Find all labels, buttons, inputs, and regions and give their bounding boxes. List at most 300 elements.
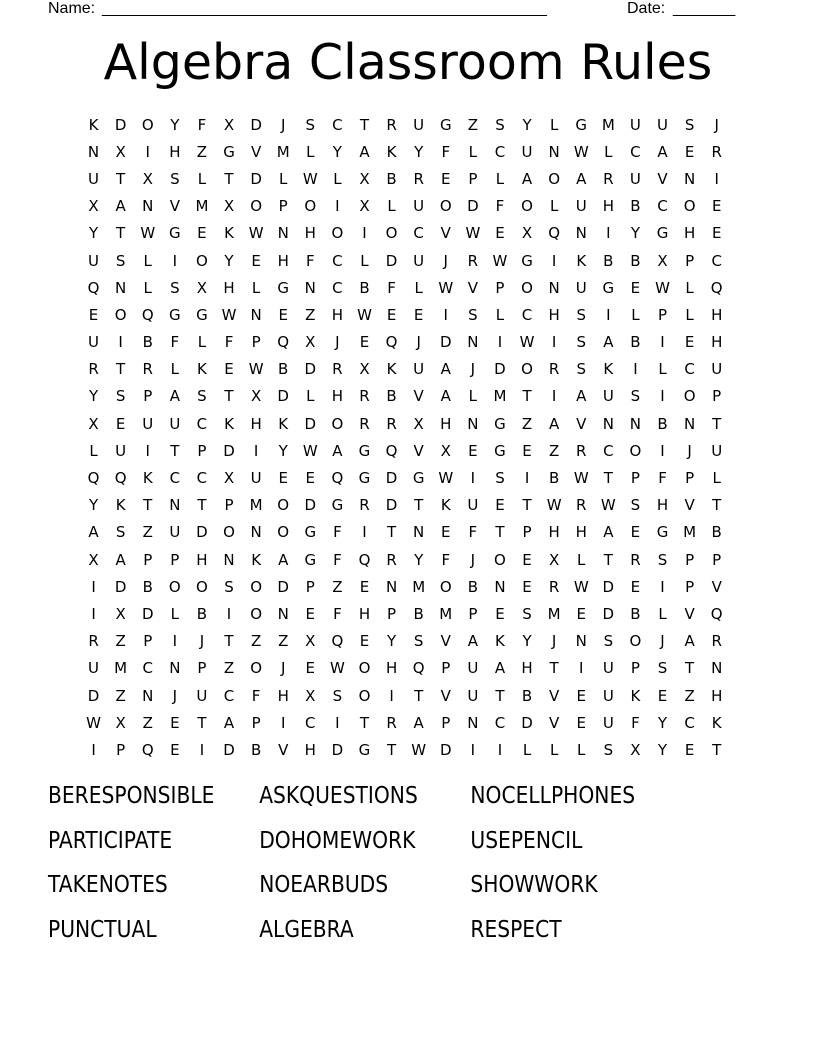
grid-letter[interactable]: N xyxy=(277,604,289,623)
grid-letter[interactable]: N xyxy=(629,414,642,433)
grid-letter[interactable]: B xyxy=(630,604,641,623)
grid-letter[interactable]: E xyxy=(386,305,397,324)
grid-letter[interactable]: N xyxy=(683,169,696,188)
grid-letter[interactable]: U xyxy=(88,169,100,188)
grid-letter[interactable]: C xyxy=(521,305,533,324)
grid-letter[interactable]: T xyxy=(197,496,207,515)
grid-letter[interactable]: M xyxy=(195,197,209,216)
grid-letter[interactable]: G xyxy=(656,523,669,542)
grid-letter[interactable]: Z xyxy=(223,659,235,678)
grid-letter[interactable]: U xyxy=(602,713,614,732)
grid-letter[interactable]: D xyxy=(114,115,127,134)
grid-letter[interactable]: M xyxy=(412,577,426,596)
grid-letter[interactable]: U xyxy=(169,523,181,542)
grid-letter[interactable]: W xyxy=(573,469,589,488)
grid-letter[interactable]: Q xyxy=(710,604,723,623)
grid-letter[interactable]: G xyxy=(575,115,588,134)
grid-letter[interactable]: G xyxy=(277,278,290,297)
grid-letter[interactable]: N xyxy=(548,142,560,161)
grid-letter[interactable]: G xyxy=(602,278,615,297)
grid-letter[interactable]: D xyxy=(250,115,262,134)
grid-letter[interactable]: H xyxy=(304,740,316,759)
grid-letter[interactable]: E xyxy=(522,550,532,569)
grid-letter[interactable]: J xyxy=(687,441,692,460)
grid-letter[interactable]: O xyxy=(521,278,533,297)
grid-letter[interactable]: O xyxy=(683,197,696,216)
grid-letter[interactable]: N xyxy=(277,224,289,243)
grid-letter[interactable]: U xyxy=(629,169,641,188)
grid-letter[interactable]: K xyxy=(224,224,234,243)
grid-letter[interactable]: Q xyxy=(141,740,154,759)
grid-letter[interactable]: Z xyxy=(115,632,126,651)
grid-letter[interactable]: S xyxy=(170,169,180,188)
grid-letter[interactable]: L xyxy=(549,197,559,216)
grid-letter[interactable]: O xyxy=(358,686,371,705)
grid-letter[interactable]: X xyxy=(88,550,99,569)
grid-letter[interactable]: O xyxy=(250,604,263,623)
grid-letter[interactable]: Z xyxy=(521,414,533,433)
grid-letter[interactable]: D xyxy=(250,169,262,188)
grid-letter[interactable]: Z xyxy=(250,632,262,651)
grid-letter[interactable]: W xyxy=(438,278,454,297)
grid-letter[interactable]: R xyxy=(711,142,722,161)
grid-letter[interactable]: E xyxy=(522,577,532,596)
grid-letter[interactable]: R xyxy=(359,387,370,406)
grid-letter[interactable]: L xyxy=(143,251,152,270)
grid-letter[interactable]: T xyxy=(197,713,207,732)
grid-letter[interactable]: E xyxy=(359,577,370,596)
grid-letter[interactable]: D xyxy=(223,740,235,759)
grid-letter[interactable]: D xyxy=(331,740,344,759)
grid-letter[interactable]: N xyxy=(602,414,614,433)
grid-letter[interactable]: L xyxy=(685,278,694,297)
grid-letter[interactable]: H xyxy=(196,550,208,569)
grid-letter[interactable]: I xyxy=(551,251,557,270)
grid-letter[interactable]: D xyxy=(602,577,615,596)
grid-letter[interactable]: G xyxy=(304,550,317,569)
grid-letter[interactable]: R xyxy=(359,496,370,515)
grid-letter[interactable]: I xyxy=(145,441,150,460)
grid-letter[interactable]: I xyxy=(606,224,611,243)
grid-letter[interactable]: V xyxy=(711,577,722,596)
grid-letter[interactable]: W xyxy=(302,169,318,188)
grid-letter[interactable]: W xyxy=(411,740,427,759)
grid-letter[interactable]: I xyxy=(470,740,476,759)
grid-letter[interactable]: E xyxy=(88,305,99,324)
date-field[interactable]: _______ xyxy=(673,0,736,17)
grid-letter[interactable]: D xyxy=(277,577,289,596)
grid-letter[interactable]: T xyxy=(712,740,722,759)
grid-letter[interactable]: K xyxy=(115,496,126,515)
grid-letter[interactable]: C xyxy=(332,251,343,270)
grid-letter[interactable]: L xyxy=(522,740,532,759)
grid-letter[interactable]: Y xyxy=(657,740,668,759)
grid-letter[interactable]: D xyxy=(602,604,615,623)
grid-letter[interactable]: S xyxy=(603,740,614,759)
grid-letter[interactable]: B xyxy=(521,686,533,705)
grid-letter[interactable]: N xyxy=(250,305,262,324)
grid-letter[interactable]: I xyxy=(660,441,665,460)
grid-letter[interactable]: L xyxy=(333,169,342,188)
grid-letter[interactable]: H xyxy=(711,333,723,352)
grid-letter[interactable]: Z xyxy=(278,632,289,651)
grid-letter[interactable]: F xyxy=(631,713,640,732)
grid-letter[interactable]: V xyxy=(684,604,695,623)
grid-letter[interactable]: T xyxy=(685,659,695,678)
grid-letter[interactable]: G xyxy=(412,469,425,488)
grid-letter[interactable]: M xyxy=(493,387,507,406)
grid-letter[interactable]: Q xyxy=(331,469,344,488)
grid-letter[interactable]: W xyxy=(519,333,535,352)
grid-letter[interactable]: I xyxy=(470,469,476,488)
grid-letter[interactable]: U xyxy=(413,360,425,379)
grid-letter[interactable]: L xyxy=(604,142,613,161)
grid-letter[interactable]: X xyxy=(305,686,316,705)
grid-letter[interactable]: B xyxy=(467,577,478,596)
grid-letter[interactable]: F xyxy=(305,251,315,270)
grid-letter[interactable]: A xyxy=(115,197,126,216)
grid-letter[interactable]: Q xyxy=(331,632,344,651)
grid-letter[interactable]: B xyxy=(142,577,153,596)
grid-letter[interactable]: O xyxy=(277,496,290,515)
grid-letter[interactable]: L xyxy=(279,169,288,188)
grid-letter[interactable]: L xyxy=(197,169,207,188)
grid-letter[interactable]: N xyxy=(169,496,181,515)
grid-letter[interactable]: S xyxy=(305,115,316,134)
grid-letter[interactable]: H xyxy=(358,604,371,623)
grid-letter[interactable]: B xyxy=(386,387,397,406)
grid-letter[interactable]: D xyxy=(114,577,127,596)
grid-letter[interactable]: B xyxy=(250,740,262,759)
grid-letter[interactable]: R xyxy=(711,632,722,651)
grid-letter[interactable]: D xyxy=(304,496,317,515)
grid-letter[interactable]: X xyxy=(250,387,262,406)
grid-letter[interactable]: W xyxy=(573,142,589,161)
grid-letter[interactable]: C xyxy=(142,659,153,678)
grid-letter[interactable]: V xyxy=(440,632,451,651)
grid-letter[interactable]: U xyxy=(196,686,208,705)
grid-letter[interactable]: T xyxy=(414,686,424,705)
grid-letter[interactable]: Y xyxy=(332,142,342,161)
grid-letter[interactable]: U xyxy=(575,197,587,216)
grid-letter[interactable]: C xyxy=(169,469,181,488)
grid-letter[interactable]: A xyxy=(549,414,560,433)
grid-letter[interactable]: U xyxy=(88,659,100,678)
grid-letter[interactable]: L xyxy=(495,169,505,188)
grid-letter[interactable]: G xyxy=(358,469,371,488)
grid-letter[interactable]: P xyxy=(143,550,153,569)
grid-letter[interactable]: H xyxy=(440,414,452,433)
grid-letter[interactable]: L xyxy=(89,441,98,460)
grid-letter[interactable]: R xyxy=(88,632,99,651)
grid-letter[interactable]: H xyxy=(711,305,723,324)
grid-letter[interactable]: T xyxy=(495,523,505,542)
grid-letter[interactable]: D xyxy=(87,686,100,705)
grid-letter[interactable]: O xyxy=(358,659,371,678)
grid-letter[interactable]: X xyxy=(88,414,99,433)
grid-letter[interactable]: H xyxy=(683,224,696,243)
grid-letter[interactable]: G xyxy=(169,224,181,243)
grid-letter[interactable]: N xyxy=(575,224,587,243)
grid-letter[interactable]: T xyxy=(414,496,424,515)
grid-letter[interactable]: S xyxy=(495,115,505,134)
grid-letter[interactable]: O xyxy=(223,523,235,542)
grid-letter[interactable]: I xyxy=(335,713,340,732)
grid-letter[interactable]: O xyxy=(114,305,127,324)
grid-letter[interactable]: R xyxy=(332,360,343,379)
grid-letter[interactable]: P xyxy=(630,659,640,678)
grid-letter[interactable]: H xyxy=(548,523,560,542)
grid-letter[interactable]: G xyxy=(196,305,208,324)
grid-letter[interactable]: J xyxy=(280,659,286,678)
grid-letter[interactable]: R xyxy=(386,713,397,732)
grid-letter[interactable]: F xyxy=(441,550,451,569)
grid-letter[interactable]: N xyxy=(494,577,506,596)
grid-letter[interactable]: C xyxy=(684,713,695,732)
grid-letter[interactable]: W xyxy=(600,496,616,515)
grid-letter[interactable]: C xyxy=(413,224,424,243)
grid-letter[interactable]: N xyxy=(142,686,154,705)
grid-letter[interactable]: P xyxy=(495,278,505,297)
grid-letter[interactable]: M xyxy=(276,142,290,161)
grid-letter[interactable]: S xyxy=(522,604,532,623)
grid-letter[interactable]: S xyxy=(115,387,126,406)
grid-letter[interactable]: S xyxy=(332,686,343,705)
grid-letter[interactable]: Z xyxy=(684,686,695,705)
grid-letter[interactable]: B xyxy=(413,604,424,623)
grid-letter[interactable]: S xyxy=(630,387,641,406)
grid-letter[interactable]: H xyxy=(602,197,614,216)
grid-letter[interactable]: E xyxy=(576,686,586,705)
grid-letter[interactable]: W xyxy=(546,496,562,515)
grid-letter[interactable]: R xyxy=(413,169,424,188)
grid-letter[interactable]: F xyxy=(658,469,667,488)
grid-letter[interactable]: H xyxy=(656,496,669,515)
grid-letter[interactable]: D xyxy=(439,333,452,352)
grid-letter[interactable]: A xyxy=(521,169,533,188)
grid-letter[interactable]: K xyxy=(197,360,207,379)
grid-letter[interactable]: V xyxy=(440,686,451,705)
grid-letter[interactable]: T xyxy=(224,169,234,188)
grid-letter[interactable]: L xyxy=(468,142,478,161)
grid-letter[interactable]: E xyxy=(684,142,695,161)
grid-letter[interactable]: X xyxy=(413,414,424,433)
grid-letter[interactable]: K xyxy=(711,713,722,732)
grid-letter[interactable]: Y xyxy=(170,115,180,134)
grid-letter[interactable]: B xyxy=(657,414,668,433)
grid-letter[interactable]: W xyxy=(248,224,264,243)
grid-letter[interactable]: A xyxy=(359,142,370,161)
grid-letter[interactable]: E xyxy=(413,305,424,324)
grid-letter[interactable]: I xyxy=(443,305,448,324)
grid-letter[interactable]: E xyxy=(278,305,288,324)
grid-letter[interactable]: N xyxy=(250,523,262,542)
grid-letter[interactable]: R xyxy=(467,251,479,270)
grid-letter[interactable]: J xyxy=(172,686,178,705)
grid-letter[interactable]: E xyxy=(359,333,370,352)
grid-letter[interactable]: C xyxy=(196,469,208,488)
grid-letter[interactable]: C xyxy=(305,713,316,732)
grid-letter[interactable]: Z xyxy=(467,115,478,134)
grid-letter[interactable]: Y xyxy=(657,713,668,732)
grid-letter[interactable]: Y xyxy=(224,251,234,270)
grid-letter[interactable]: E xyxy=(251,251,261,270)
grid-letter[interactable]: O xyxy=(304,197,317,216)
grid-letter[interactable]: D xyxy=(385,496,398,515)
grid-letter[interactable]: N xyxy=(467,414,479,433)
grid-letter[interactable]: O xyxy=(385,224,398,243)
grid-letter[interactable]: W xyxy=(86,713,101,732)
grid-letter[interactable]: K xyxy=(630,686,641,705)
grid-letter[interactable]: K xyxy=(278,414,289,433)
grid-letter[interactable]: L xyxy=(306,142,315,161)
grid-letter[interactable]: E xyxy=(170,713,180,732)
grid-letter[interactable]: J xyxy=(443,251,448,270)
grid-letter[interactable]: X xyxy=(223,469,235,488)
grid-letter[interactable]: X xyxy=(305,632,316,651)
grid-letter[interactable]: X xyxy=(359,360,370,379)
grid-letter[interactable]: A xyxy=(494,659,506,678)
grid-letter[interactable]: E xyxy=(115,414,126,433)
grid-letter[interactable]: N xyxy=(548,278,560,297)
grid-letter[interactable]: F xyxy=(333,550,342,569)
grid-letter[interactable]: B xyxy=(630,333,641,352)
grid-letter[interactable]: F xyxy=(333,604,342,623)
grid-letter[interactable]: C xyxy=(711,251,722,270)
grid-letter[interactable]: U xyxy=(250,469,262,488)
grid-letter[interactable]: L xyxy=(143,278,152,297)
grid-letter[interactable]: N xyxy=(711,659,723,678)
grid-letter[interactable]: O xyxy=(277,523,290,542)
grid-letter[interactable]: P xyxy=(468,604,478,623)
grid-letter[interactable]: X xyxy=(115,713,126,732)
grid-letter[interactable]: X xyxy=(196,278,208,297)
grid-letter[interactable]: E xyxy=(684,740,695,759)
grid-letter[interactable]: O xyxy=(521,360,533,379)
grid-letter[interactable]: K xyxy=(386,360,397,379)
grid-letter[interactable]: R xyxy=(576,441,587,460)
grid-letter[interactable]: X xyxy=(142,169,153,188)
name-field[interactable]: __________________________________________________ xyxy=(102,0,547,17)
grid-letter[interactable]: I xyxy=(335,197,340,216)
grid-letter[interactable]: S xyxy=(170,278,180,297)
grid-letter[interactable]: L xyxy=(360,251,369,270)
grid-letter[interactable]: P xyxy=(143,387,153,406)
grid-letter[interactable]: Q xyxy=(385,333,398,352)
grid-letter[interactable]: D xyxy=(141,604,154,623)
grid-letter[interactable]: Z xyxy=(196,142,208,161)
grid-letter[interactable]: A xyxy=(223,713,235,732)
grid-letter[interactable]: N xyxy=(304,278,316,297)
grid-letter[interactable]: O xyxy=(250,577,263,596)
grid-letter[interactable]: Q xyxy=(87,469,100,488)
grid-letter[interactable]: J xyxy=(714,115,719,134)
grid-letter[interactable]: I xyxy=(226,604,232,623)
grid-letter[interactable]: B xyxy=(711,523,722,542)
grid-letter[interactable]: C xyxy=(223,686,235,705)
grid-letter[interactable]: O xyxy=(683,387,696,406)
grid-letter[interactable]: I xyxy=(91,740,96,759)
grid-letter[interactable]: I xyxy=(253,441,259,460)
grid-letter[interactable]: O xyxy=(439,577,452,596)
grid-letter[interactable]: G xyxy=(304,523,317,542)
grid-letter[interactable]: U xyxy=(467,496,479,515)
grid-letter[interactable]: P xyxy=(685,550,695,569)
grid-letter[interactable]: P xyxy=(441,659,451,678)
grid-letter[interactable]: Z xyxy=(305,305,316,324)
grid-letter[interactable]: T xyxy=(549,659,559,678)
grid-letter[interactable]: G xyxy=(494,441,506,460)
grid-letter[interactable]: W xyxy=(140,224,156,243)
grid-letter[interactable]: I xyxy=(172,251,178,270)
grid-letter[interactable]: H xyxy=(250,414,262,433)
grid-letter[interactable]: V xyxy=(413,441,424,460)
grid-letter[interactable]: E xyxy=(630,278,641,297)
grid-letter[interactable]: F xyxy=(197,115,207,134)
grid-letter[interactable]: F xyxy=(333,523,342,542)
grid-letter[interactable]: T xyxy=(603,469,613,488)
grid-letter[interactable]: Q xyxy=(277,333,290,352)
grid-letter[interactable]: C xyxy=(630,142,641,161)
grid-letter[interactable]: P xyxy=(251,713,261,732)
grid-letter[interactable]: N xyxy=(467,333,479,352)
grid-letter[interactable]: C xyxy=(684,360,695,379)
grid-letter[interactable]: D xyxy=(439,740,452,759)
grid-letter[interactable]: T xyxy=(116,360,126,379)
grid-letter[interactable]: X xyxy=(223,115,235,134)
grid-letter[interactable]: E xyxy=(197,224,207,243)
grid-letter[interactable]: K xyxy=(386,142,397,161)
grid-letter[interactable]: I xyxy=(633,360,638,379)
grid-letter[interactable]: L xyxy=(414,278,423,297)
grid-letter[interactable]: A xyxy=(603,523,614,542)
grid-letter[interactable]: N xyxy=(385,577,398,596)
grid-letter[interactable]: U xyxy=(169,414,181,433)
grid-letter[interactable]: P xyxy=(305,577,315,596)
grid-letter[interactable]: P xyxy=(522,523,532,542)
grid-letter[interactable]: G xyxy=(331,496,344,515)
grid-letter[interactable]: F xyxy=(387,278,396,297)
grid-letter[interactable]: S xyxy=(115,523,126,542)
grid-letter[interactable]: S xyxy=(197,387,207,406)
grid-letter[interactable]: T xyxy=(712,496,722,515)
grid-letter[interactable]: I xyxy=(497,740,503,759)
grid-letter[interactable]: W xyxy=(221,305,237,324)
grid-letter[interactable]: A xyxy=(603,333,614,352)
grid-letter[interactable]: Q xyxy=(548,224,561,243)
grid-letter[interactable]: L xyxy=(495,305,505,324)
grid-letter[interactable]: D xyxy=(196,523,208,542)
grid-letter[interactable]: S xyxy=(657,659,668,678)
grid-letter[interactable]: Q xyxy=(141,305,154,324)
grid-letter[interactable]: S xyxy=(468,305,478,324)
grid-letter[interactable]: F xyxy=(441,142,451,161)
grid-letter[interactable]: E xyxy=(278,469,288,488)
grid-letter[interactable]: I xyxy=(606,305,611,324)
grid-letter[interactable]: P xyxy=(116,740,126,759)
grid-letter[interactable]: V xyxy=(250,142,262,161)
grid-letter[interactable]: M xyxy=(439,604,453,623)
grid-letter[interactable]: S xyxy=(603,632,614,651)
grid-letter[interactable]: S xyxy=(115,251,126,270)
grid-letter[interactable]: S xyxy=(495,469,505,488)
grid-letter[interactable]: A xyxy=(576,169,587,188)
grid-letter[interactable]: C xyxy=(657,197,668,216)
grid-letter[interactable]: F xyxy=(170,333,180,352)
grid-letter[interactable]: B xyxy=(386,169,397,188)
grid-letter[interactable]: H xyxy=(711,686,723,705)
grid-letter[interactable]: N xyxy=(223,550,235,569)
